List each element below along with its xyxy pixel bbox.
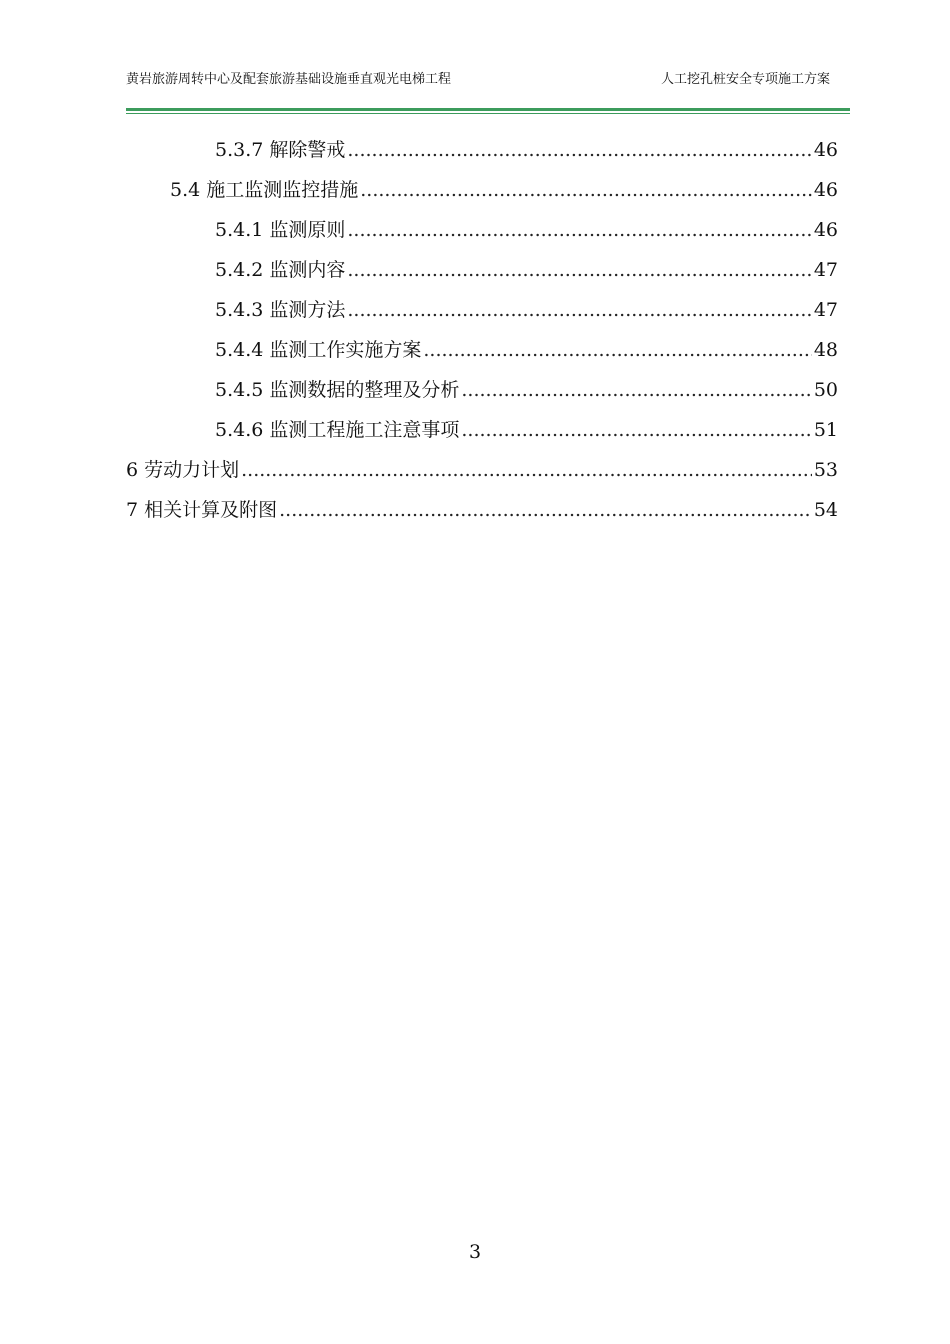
toc-dot-leader bbox=[241, 450, 812, 490]
toc-dot-leader bbox=[347, 210, 811, 250]
toc-entry-title: 解除警戒 bbox=[269, 139, 346, 161]
toc-entry-page: 53 bbox=[813, 459, 838, 481]
toc-dot-leader bbox=[461, 410, 811, 450]
toc-entry[interactable] bbox=[126, 410, 838, 450]
project-title: 黄岩旅游周转中心及配套旅游基础设施垂直观光电梯工程 bbox=[126, 72, 452, 87]
toc-entry[interactable] bbox=[126, 170, 838, 210]
toc-dot-leader bbox=[347, 130, 811, 170]
toc-entry-number: 7 bbox=[126, 499, 139, 521]
toc-entry[interactable] bbox=[126, 450, 838, 490]
toc-dot-leader bbox=[347, 290, 811, 330]
toc-entry-number: 5.4 bbox=[170, 179, 201, 201]
toc-entry-page: 51 bbox=[813, 419, 838, 441]
toc-entry[interactable] bbox=[126, 330, 838, 370]
toc-entry[interactable] bbox=[126, 370, 838, 410]
toc-entry-page: 54 bbox=[813, 499, 838, 521]
toc-entry-title: 监测方法 bbox=[269, 299, 346, 321]
toc-entry-number: 5.4.6 bbox=[215, 419, 264, 441]
toc-entry-title: 监测工程施工注意事项 bbox=[269, 419, 460, 441]
toc-entry-number: 5.4.4 bbox=[215, 339, 264, 361]
toc-entry[interactable] bbox=[126, 490, 838, 530]
toc-entry-page: 47 bbox=[813, 299, 838, 321]
toc-entry-title: 监测内容 bbox=[269, 259, 346, 281]
toc-dot-leader bbox=[279, 490, 812, 530]
toc-entry-title: 劳动力计划 bbox=[144, 459, 240, 481]
table-of-contents bbox=[126, 130, 838, 530]
toc-entry-number: 5.4.3 bbox=[215, 299, 264, 321]
toc-entry[interactable] bbox=[126, 210, 838, 250]
toc-dot-leader bbox=[347, 250, 811, 290]
toc-entry-title: 监测原则 bbox=[269, 219, 346, 241]
toc-entry-page: 48 bbox=[813, 339, 838, 361]
toc-entry-number: 5.3.7 bbox=[215, 139, 264, 161]
toc-entry-number: 5.4.2 bbox=[215, 259, 264, 281]
toc-entry[interactable] bbox=[126, 130, 838, 170]
toc-entry-title: 监测工作实施方案 bbox=[269, 339, 422, 361]
page-number: 3 bbox=[468, 1241, 482, 1263]
toc-dot-leader bbox=[423, 330, 811, 370]
toc-entry-page: 50 bbox=[813, 379, 838, 401]
toc-entry[interactable] bbox=[126, 290, 838, 330]
toc-entry-title: 施工监测监控措施 bbox=[206, 179, 359, 201]
document-title: 人工挖孔桩安全专项施工方案 bbox=[660, 72, 830, 87]
toc-entry-page: 47 bbox=[813, 259, 838, 281]
page-header bbox=[126, 68, 830, 92]
toc-entry-number: 5.4.5 bbox=[215, 379, 264, 401]
toc-dot-leader bbox=[360, 170, 812, 210]
header-rule-thin bbox=[126, 113, 850, 114]
toc-entry-number: 6 bbox=[126, 459, 139, 481]
toc-entry[interactable] bbox=[126, 250, 838, 290]
toc-entry-title: 监测数据的整理及分析 bbox=[269, 379, 460, 401]
toc-entry-page: 46 bbox=[813, 139, 838, 161]
toc-entry-page: 46 bbox=[813, 179, 838, 201]
toc-entry-number: 5.4.1 bbox=[215, 219, 264, 241]
header-rule-thick bbox=[126, 108, 850, 111]
toc-entry-page: 46 bbox=[813, 219, 838, 241]
toc-dot-leader bbox=[461, 370, 811, 410]
toc-entry-title: 相关计算及附图 bbox=[144, 499, 278, 521]
